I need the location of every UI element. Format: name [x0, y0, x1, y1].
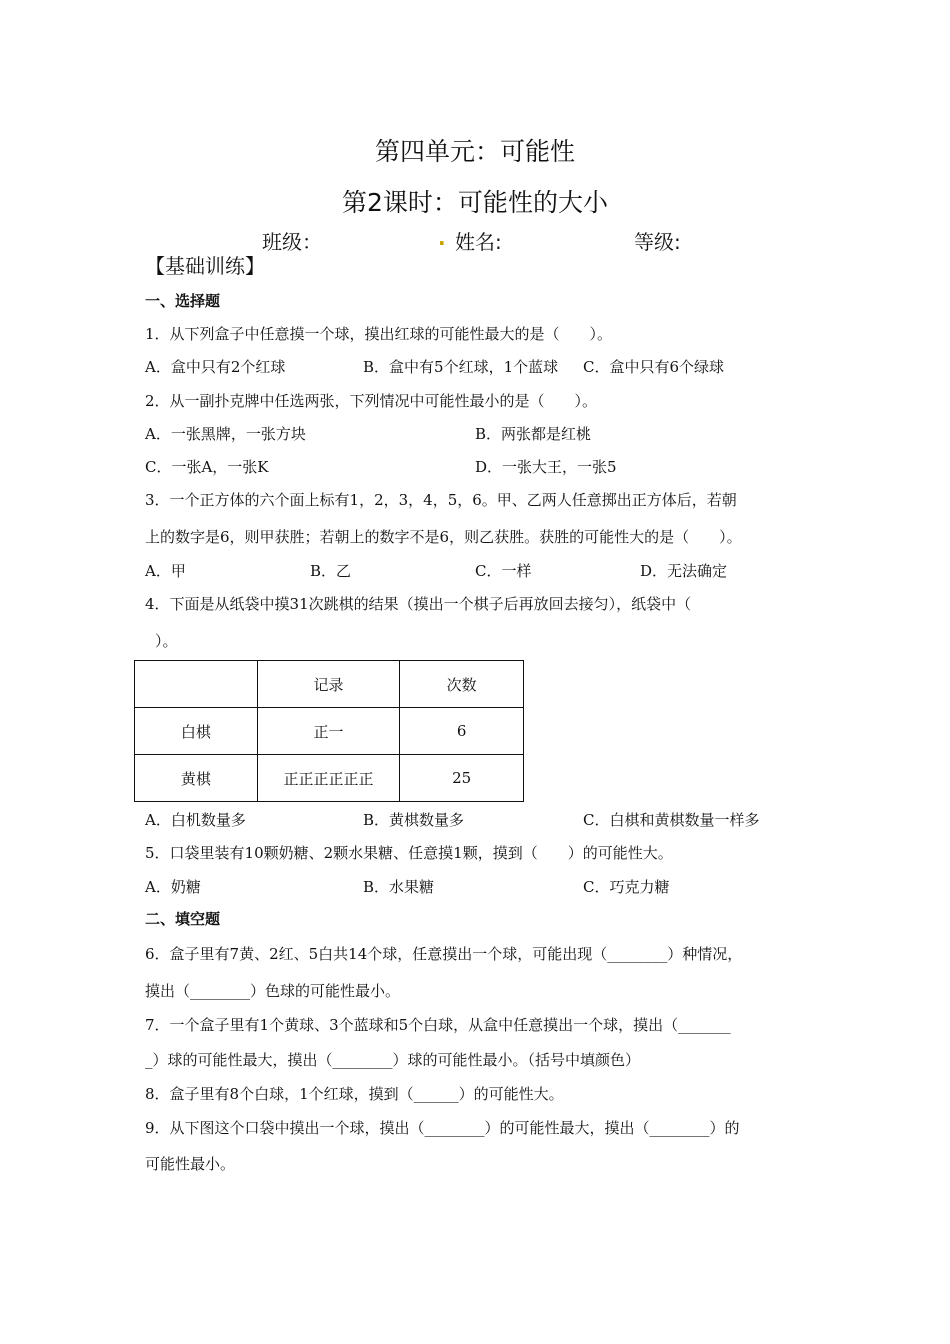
q2-stem: 2．从一副扑克牌中任选两张，下列情况中可能性最小的是（ ）。: [145, 392, 598, 410]
q4-option-c: C．白棋和黄棋数量一样多: [583, 811, 760, 829]
q4-option-a: A．白机数量多: [145, 811, 246, 829]
q3-option-b: B．乙: [310, 562, 352, 580]
table-row: [135, 755, 524, 802]
q7-line1: 7．一个盒子里有1个黄球、3个蓝球和5个白球，从盒中任意摸出一个球，摸出（_______: [145, 1016, 731, 1034]
table-cell: 25: [400, 755, 524, 802]
q4-line2: ）。: [155, 632, 178, 650]
record-table: [134, 660, 524, 802]
class-label: 班级：: [262, 230, 322, 254]
q4-option-b: B．黄棋数量多: [363, 811, 465, 829]
table-cell: 正正正正正正: [257, 755, 400, 802]
q3-line2: 上的数字是6，则甲获胜；若朝上的数字不是6，则乙获胜。获胜的可能性大的是（ ）。: [145, 528, 742, 546]
lesson-subtitle: 第2课时：可能性的大小: [342, 188, 608, 217]
page-title: 第四单元：可能性: [374, 137, 575, 166]
table-header-cell: [135, 661, 258, 708]
training-heading: 【基础训练】: [145, 254, 265, 278]
q9-line2: 可能性最小。: [145, 1155, 236, 1173]
table-header-cell: 记录: [257, 661, 400, 708]
q6-line1: 6．盒子里有7黄、2红、5白共14个球，任意摸出一个球，可能出现（________）种情况，: [145, 945, 743, 963]
q1-stem: 1．从下列盒子中任意摸一个球，摸出红球的可能性最大的是（ ）。: [145, 325, 613, 343]
q5-stem: 5．口袋里装有10颗奶糖、2颗水果糖、任意摸1颗，摸到（ ）的可能性大。: [145, 844, 673, 862]
table-cell: 黄棋: [135, 755, 258, 802]
q3-option-d: D．无法确定: [640, 562, 728, 580]
table-header-cell: 次数: [400, 661, 524, 708]
q3-line1: 3．一个正方体的六个面上标有1，2，3，4，5，6。甲、乙两人任意掷出正方体后，若朝: [145, 491, 737, 509]
table-cell: 6: [400, 708, 524, 755]
q5-option-c: C．巧克力糖: [583, 878, 670, 896]
q2-option-c: C．一张A，一张K: [145, 458, 269, 476]
q6-line2: 摸出（________）色球的可能性最小。: [145, 982, 401, 1000]
q2-option-d: D．一张大王，一张5: [475, 458, 617, 476]
q4-line1: 4．下面是从纸袋中摸31次跳棋的结果（摸出一个棋子后再放回去接匀），纸袋中（: [145, 595, 692, 613]
q1-option-c: C．盒中只有6个绿球: [583, 358, 725, 376]
table-cell: 白棋: [135, 708, 258, 755]
header-dot: .: [438, 226, 446, 250]
q9-line1: 9．从下图这个口袋中摸出一个球，摸出（________）的可能性最大，摸出（________）的: [145, 1119, 740, 1137]
table-cell: 正一: [257, 708, 400, 755]
q7-line2: _）球的可能性最大，摸出（________）球的可能性最小。（括号中填颜色）: [145, 1051, 641, 1069]
q8-line1: 8．盒子里有8个白球，1个红球，摸到（______）的可能性大。: [145, 1085, 564, 1103]
name-label: 姓名:: [455, 230, 502, 254]
grade-label: 等级:: [634, 230, 681, 254]
section-choice: 一、选择题: [145, 292, 221, 310]
q1-option-a: A．盒中只有2个红球: [145, 358, 286, 376]
q5-option-a: A．奶糖: [145, 878, 201, 896]
q2-option-a: A．一张黑牌，一张方块: [145, 425, 306, 443]
section-fill: 二、填空题: [145, 910, 221, 928]
q2-option-b: B．两张都是红桃: [475, 425, 592, 443]
table-header-row: [135, 661, 524, 708]
q3-option-c: C．一样: [475, 562, 532, 580]
table-row: [135, 708, 524, 755]
q3-option-a: A．甲: [145, 562, 186, 580]
q5-option-b: B．水果糖: [363, 878, 435, 896]
q1-option-b: B．盒中有5个红球，1个蓝球: [363, 358, 559, 376]
